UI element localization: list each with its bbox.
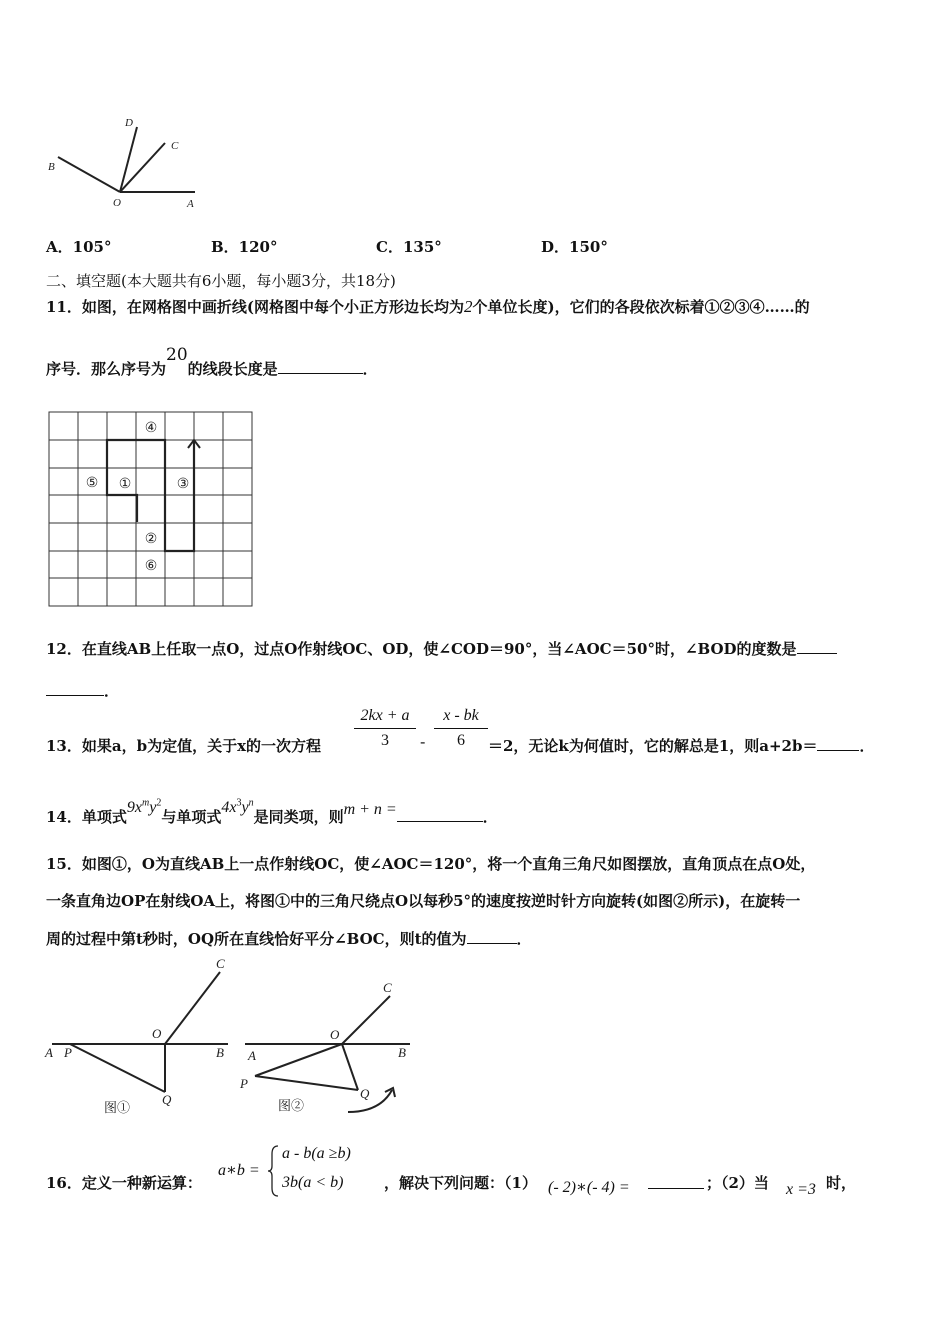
q14-mono1-base: 9x <box>126 799 142 816</box>
option-d: D．150° <box>541 238 608 256</box>
q15-answer-blank <box>467 929 517 944</box>
q14-mono1-exp-2: 2 <box>156 797 162 809</box>
q16-expression-1: (- 2)∗(- 4) = <box>548 1179 630 1196</box>
q14-answer-blank <box>397 807 483 822</box>
q14-mono2-y: y <box>241 799 249 816</box>
grid-label-4: ④ <box>144 421 158 436</box>
fig2-label-o: O <box>330 1027 340 1042</box>
q11-line1-b: 个单位长度)，它们的各段依次标着①②③④……的 <box>472 298 810 316</box>
fig2-label-q: Q <box>360 1086 370 1101</box>
fig2-label-c: C <box>383 980 392 995</box>
grid-label-1: ① <box>118 477 132 492</box>
q14-monomial-2 <box>221 799 253 816</box>
angle-label-c: C <box>171 140 179 152</box>
q13-suffix-line <box>488 735 875 756</box>
q11-line1-a: 11．如图，在网格图中画折线(网格图中每个小正方形边长均为 <box>46 298 464 316</box>
grid-label-6: ⑥ <box>144 559 158 574</box>
q14-mid: 与单项式 <box>161 808 222 826</box>
q11-number: 20 <box>166 345 188 365</box>
q11-end: ． <box>362 360 378 378</box>
fig2-label-a: A <box>248 1048 256 1063</box>
q16-mid: ，解决下列问题：（1） <box>384 1174 537 1192</box>
q13-suffix: ＝2，无论k为何值时，它的解总是1，则a+2b＝ <box>488 737 818 755</box>
option-a: A．105° <box>46 238 112 256</box>
q13-answer-blank <box>817 736 859 751</box>
q15-line3 <box>46 928 532 949</box>
q11-line1 <box>46 296 810 317</box>
grid-label-2: ② <box>144 532 158 547</box>
grid-label-3: ③ <box>176 477 190 492</box>
q14-line <box>46 797 498 827</box>
grid-label-5: ⑤ <box>85 476 99 491</box>
q13-fraction-2 <box>434 707 488 750</box>
figure-2 <box>245 996 410 1112</box>
q11-line2-b: 的线段长度是 <box>187 360 278 378</box>
q15-line3-text: 周的过程中第t秒时，OQ所在直线恰好平分∠BOC，则t的值为 <box>46 930 467 948</box>
q12-answer-blank-a <box>797 639 837 654</box>
fig1-caption: 图① <box>104 1100 131 1115</box>
q13-prefix: 13．如果a，b为定值，关于x的一次方程 <box>46 737 322 755</box>
q15-line2: 一条直角边OP在射线OA上，将图①中的三角尺绕点O以每秒5°的速度按逆时针方向旋转(如图②所示)，在旋转一 <box>46 892 801 910</box>
q14-monomial-1 <box>127 799 161 816</box>
q13-end: ． <box>859 737 875 755</box>
grid-figure <box>48 410 255 610</box>
q12-line2 <box>46 680 119 701</box>
angle-label-d: D <box>125 117 133 129</box>
q14-mono2-exp-3: 3 <box>236 797 242 809</box>
q16-case-1: a - b(a ≥b) <box>282 1145 351 1162</box>
q15-line1: 15．如图①，O为直线AB上一点作射线OC，使∠AOC＝120°，将一个直角三角尺如图摆放，直角顶点在点O处， <box>46 855 816 873</box>
q13-frac2-den: 6 <box>457 732 465 749</box>
angle-label-o: O <box>113 197 121 209</box>
q12-end: ． <box>104 682 120 700</box>
q15-end: ． <box>516 930 532 948</box>
option-b: B．120° <box>211 238 278 256</box>
q16-answer-blank-1 <box>648 1188 704 1189</box>
q11-unit: 2 <box>463 297 473 316</box>
q16-brace <box>268 1144 280 1198</box>
q16-expression-2: x =3 <box>786 1181 816 1198</box>
rotation-figures <box>40 952 415 1127</box>
angle-figure <box>40 110 210 215</box>
q12-text: 12．在直线AB上任取一点O，过点O作射线OC、OD，使∠COD＝90°，当∠AOC＝50°时，∠BOD的度数是 <box>46 640 797 658</box>
q11-line2-a: 序号．那么序号为 <box>46 360 167 378</box>
q11-line2 <box>46 345 378 379</box>
q13-fraction-1 <box>354 707 416 750</box>
q16-op-lhs: a∗b = <box>218 1162 260 1179</box>
q14-mono1-y: y <box>149 799 157 816</box>
q14-end: ． <box>482 808 498 826</box>
fig1-label-o: O <box>152 1026 162 1041</box>
section-heading: 二、填空题(本大题共有6小题，每小题3分，共18分) <box>46 272 396 290</box>
q12-answer-blank-b <box>46 681 104 696</box>
q12-line1 <box>46 638 837 659</box>
q11-answer-blank <box>278 359 363 374</box>
q14-prefix: 14．单项式 <box>46 808 127 826</box>
fig1-label-p: P <box>64 1045 72 1060</box>
q14-mono2-exp-n: n <box>248 797 254 809</box>
q14-mono2-base: 4x <box>221 799 237 816</box>
q14-mono1-exp-m: m <box>141 797 150 809</box>
fig1-label-c: C <box>216 956 225 971</box>
q16-mid2: ；（2）当 <box>706 1174 769 1192</box>
fig1-label-b: B <box>216 1045 224 1060</box>
option-c: C．135° <box>376 238 442 256</box>
q16-case-2: 3b(a < b) <box>282 1174 344 1191</box>
q13-frac1-num: 2kx + a <box>354 707 416 729</box>
q13-frac2-num: x - bk <box>434 707 488 729</box>
angle-label-b: B <box>48 161 55 173</box>
q16-prefix: 16．定义一种新运算： <box>46 1174 202 1192</box>
angle-label-a: A <box>187 198 194 210</box>
fig1-label-a: A <box>45 1045 53 1060</box>
fig2-label-p: P <box>240 1076 248 1091</box>
q14-mid2: 是同类项，则 <box>253 808 344 826</box>
fig2-caption: 图② <box>278 1098 305 1113</box>
q13-minus: - <box>420 732 426 751</box>
q14-expression: m + n = <box>343 801 397 818</box>
figure-1 <box>52 972 228 1092</box>
fig1-label-q: Q <box>162 1092 172 1107</box>
q16-end: 时， <box>826 1174 857 1192</box>
fig2-label-b: B <box>398 1045 406 1060</box>
q13-frac1-den: 3 <box>381 732 389 749</box>
